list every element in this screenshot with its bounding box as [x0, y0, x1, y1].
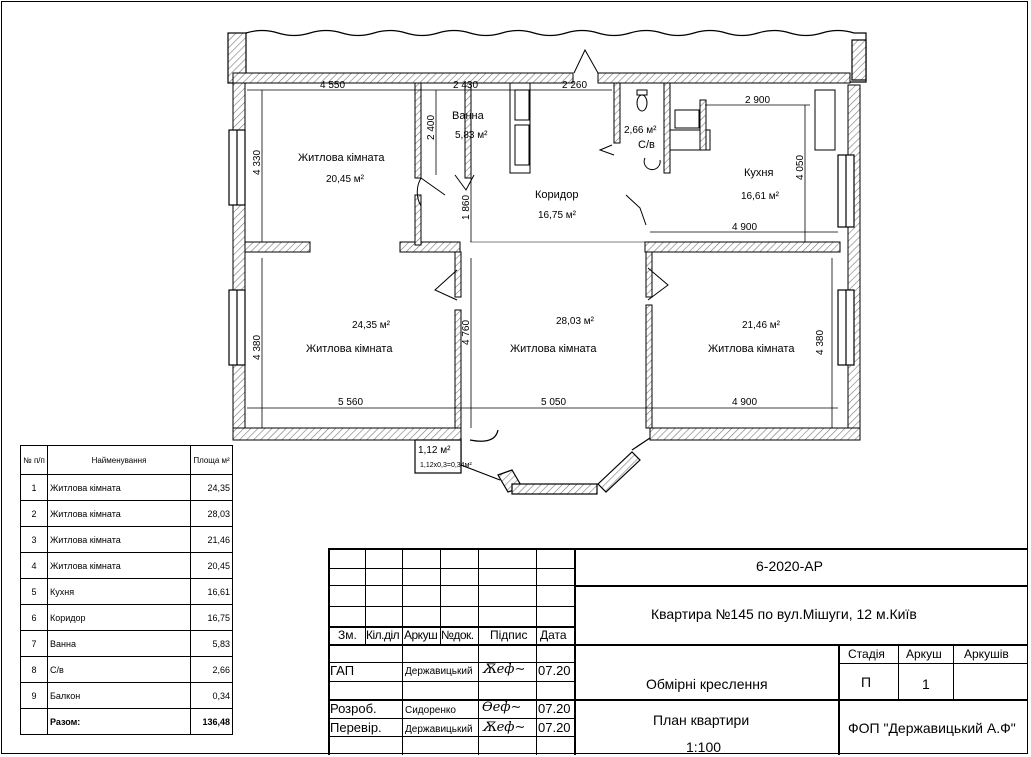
table-row — [21, 631, 233, 657]
sheet-value: 1 — [922, 676, 930, 692]
row-area: 24,35 — [191, 475, 233, 501]
tb-border-top — [328, 548, 1028, 550]
explication-table — [20, 445, 233, 735]
col-header-number: № п/п — [21, 446, 48, 475]
col-header-signature: Підпис — [490, 628, 528, 642]
dim-4380-right: 4 380 — [815, 329, 826, 355]
role-checker: Перевір. — [330, 720, 382, 735]
col-header-date: Дата — [540, 628, 567, 642]
dim-4050: 4 050 — [795, 154, 806, 180]
row-name: Житлова кімната — [48, 527, 191, 553]
tb-vline — [898, 644, 899, 700]
stage-value: П — [861, 674, 872, 690]
room-area-5: 16,61 м² — [741, 191, 780, 202]
date-developer: 07.20 — [538, 701, 571, 716]
sheet-header: Аркуш — [906, 647, 942, 661]
tb-vline — [838, 644, 840, 755]
table-row — [21, 683, 233, 709]
date-checker: 07.20 — [538, 720, 571, 735]
row-area: 16,61 — [191, 579, 233, 605]
row-number: 8 — [21, 657, 48, 683]
tb-hline — [328, 718, 574, 719]
row-number: 9 — [21, 683, 48, 709]
total-label: Разом: — [48, 709, 191, 735]
dim-4900-top: 4 900 — [732, 222, 758, 233]
room-name-2: Ванна — [452, 110, 484, 122]
row-name: Ванна — [48, 631, 191, 657]
tb-hline — [838, 663, 1028, 664]
total-empty — [21, 709, 48, 735]
role-developer: Розроб. — [330, 701, 377, 716]
row-area: 16,75 — [191, 605, 233, 631]
tb-hline — [328, 568, 574, 569]
dim-4330: 4 330 — [252, 149, 263, 175]
row-name: Кухня — [48, 579, 191, 605]
row-number: 2 — [21, 501, 48, 527]
table-row — [21, 501, 233, 527]
tb-hline — [328, 644, 1028, 646]
tb-hline — [574, 585, 1028, 587]
tb-hline — [328, 585, 574, 586]
dim-2260: 2 260 — [562, 80, 588, 91]
signature-checker: Ѫеф∼ — [482, 720, 526, 735]
row-number: 4 — [21, 553, 48, 579]
name-developer: Сидоренко — [405, 705, 456, 716]
balcony-area: 1,12 м² — [418, 445, 451, 456]
dim-4900-bottom: 4 900 — [732, 397, 758, 408]
tb-vline — [478, 548, 479, 646]
row-number: 1 — [21, 475, 48, 501]
company-name: ФОП "Державицький А.Ф" — [848, 720, 1016, 736]
tb-vline — [574, 548, 576, 755]
room-name-8: Житлова кімната — [708, 343, 795, 355]
row-name: Балкон — [48, 683, 191, 709]
room-name-7: Житлова кімната — [510, 343, 597, 355]
row-area: 28,03 — [191, 501, 233, 527]
row-number: 6 — [21, 605, 48, 631]
col-header-sheet: Аркуш — [404, 628, 438, 642]
date-gap: 07.20 — [538, 663, 571, 678]
dim-2430: 2 430 — [453, 80, 479, 91]
role-gap: ГАП — [330, 663, 355, 678]
sheet-title: План квартири — [653, 712, 750, 728]
dim-2400: 2 400 — [426, 114, 437, 140]
row-name: Житлова кімната — [48, 475, 191, 501]
tb-hline — [328, 606, 574, 607]
tb-vline — [953, 644, 954, 700]
dimension-lines — [247, 90, 838, 428]
tb-hline — [328, 736, 574, 737]
row-name: Житлова кімната — [48, 501, 191, 527]
scale: 1:100 — [686, 739, 722, 755]
stage-header: Стадія — [848, 647, 885, 661]
room-name-6: Житлова кімната — [306, 343, 393, 355]
object-name: Квартира №145 по вул.Мішуги, 12 м.Київ — [651, 606, 917, 622]
table-header-row — [21, 446, 233, 475]
col-header-doc: №док. — [441, 628, 474, 642]
dim-5560: 5 560 — [338, 397, 364, 408]
room-area-8: 21,46 м² — [742, 320, 781, 331]
table-row — [21, 553, 233, 579]
room-area-4: 16,75 м² — [538, 210, 577, 221]
room-name-5: Кухня — [744, 167, 774, 179]
tb-vline — [536, 548, 537, 755]
col-header-count: Кіл.діл — [366, 628, 400, 642]
row-area: 0,34 — [191, 683, 233, 709]
sheets-header: Аркушів — [964, 647, 1009, 661]
document-code: 6-2020-АР — [756, 558, 823, 574]
name-gap: Державицький — [405, 666, 473, 677]
dim-2900: 2 900 — [745, 95, 771, 106]
room-area-3: 2,66 м² — [624, 125, 657, 136]
col-header-area: Площа м² — [191, 446, 233, 475]
row-number: 7 — [21, 631, 48, 657]
table-row — [21, 605, 233, 631]
dim-5050: 5 050 — [541, 397, 567, 408]
tb-hline — [328, 681, 574, 682]
drawing-title: Обмірні креслення — [646, 676, 768, 692]
room-name-3: С/в — [638, 139, 655, 151]
table-row — [21, 579, 233, 605]
table-row — [21, 657, 233, 683]
room-area-6: 24,35 м² — [352, 320, 391, 331]
row-area: 5,83 — [191, 631, 233, 657]
tb-vline — [402, 548, 403, 646]
room-area-7: 28,03 м² — [556, 316, 595, 327]
interior-walls — [245, 83, 840, 428]
table-row — [21, 527, 233, 553]
col-header-change: Зм. — [338, 628, 357, 642]
room-name-4: Коридор — [535, 189, 579, 201]
dim-4760: 4 760 — [461, 319, 472, 345]
room-name-1: Житлова кімната — [298, 152, 385, 164]
table-total-row — [21, 709, 233, 735]
balcony-note: 1,12х0,3=0,34м² — [420, 462, 472, 469]
room-area-1: 20,45 м² — [326, 174, 365, 185]
row-area: 2,66 — [191, 657, 233, 683]
dim-1860: 1 860 — [461, 194, 472, 220]
signature-developer: Ѳеф∼ — [482, 700, 522, 715]
title-block — [328, 548, 1028, 755]
tb-hline — [328, 699, 1028, 701]
total-value: 136,48 — [191, 709, 233, 735]
col-header-name: Найменування — [48, 446, 191, 475]
row-area: 20,45 — [191, 553, 233, 579]
room-area-2: 5,83 м² — [455, 130, 488, 141]
row-area: 21,46 — [191, 527, 233, 553]
signature-gap: Ѫеф∼ — [482, 662, 526, 677]
row-number: 3 — [21, 527, 48, 553]
exterior-walls — [233, 73, 860, 440]
row-name: Коридор — [48, 605, 191, 631]
row-name: С/в — [48, 657, 191, 683]
dim-4550: 4 550 — [320, 80, 346, 91]
room-labels — [298, 110, 795, 469]
dim-4380-left: 4 380 — [252, 334, 263, 360]
name-checker: Державицький — [405, 724, 473, 735]
row-number: 5 — [21, 579, 48, 605]
row-name: Житлова кімната — [48, 553, 191, 579]
table-row — [21, 475, 233, 501]
